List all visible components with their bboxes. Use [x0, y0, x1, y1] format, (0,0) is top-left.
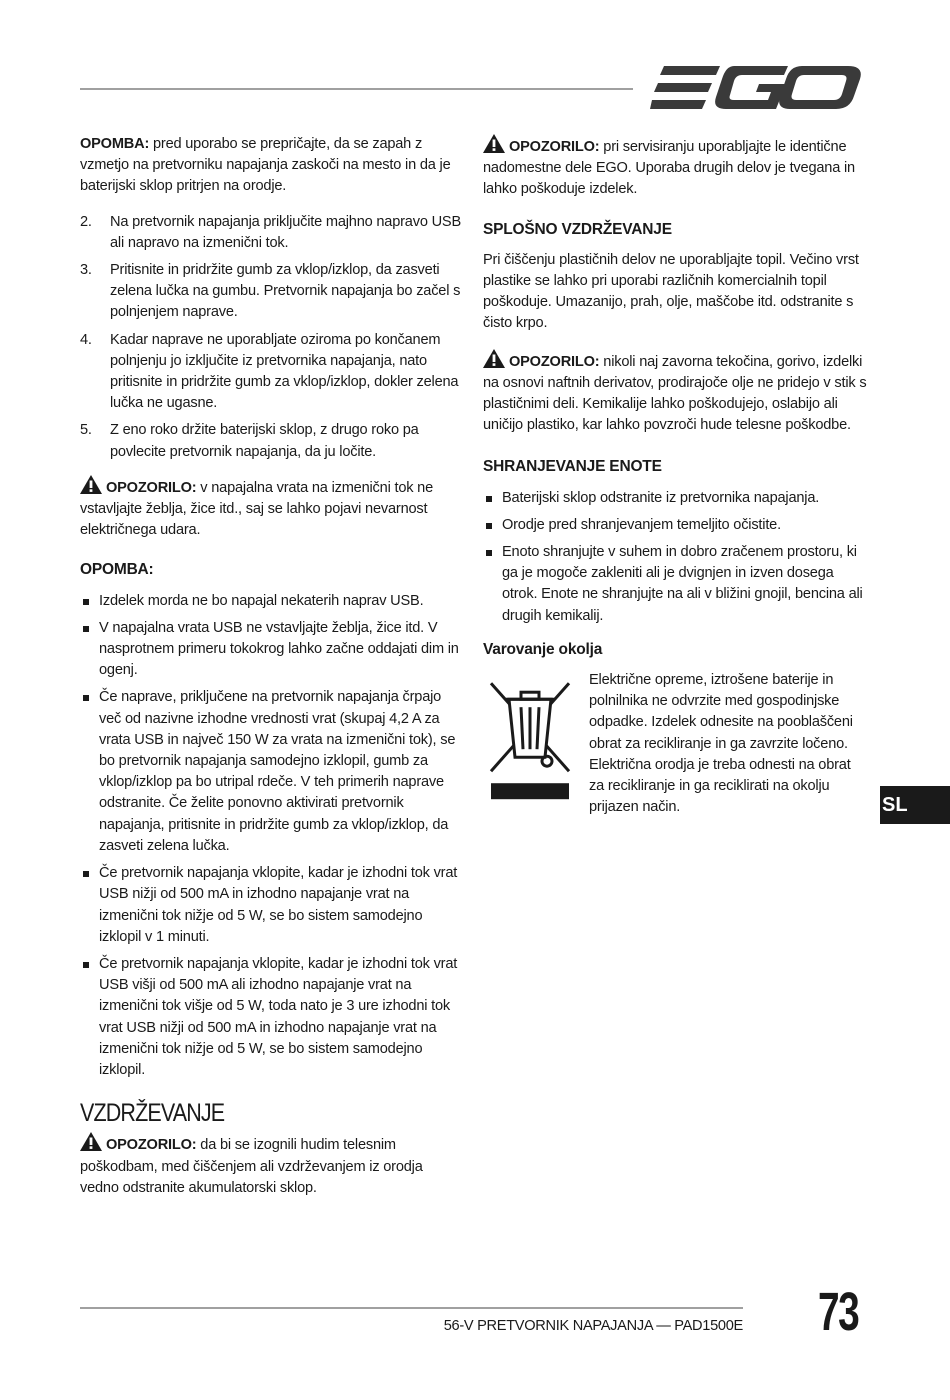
- warning-triangle-icon: [80, 475, 102, 494]
- warning-text: v napajalna vrata na izmenični tok ne vstavljajte žeblja, žice itd., saj se lahko pojavi nevarnost električnega udara.: [80, 479, 434, 539]
- step-text: Kadar naprave ne uporabljate oziroma po končanem polnjenju jo izključite iz pretvornika napajanja, nato pritisnite in pridržite gumb za vklop/izklop, dokler zelena lučka ne ugasne.: [110, 331, 459, 412]
- list-item: Če naprave, priključene na pretvornik napajanja črpajo več od nazivne izhodne vrednosti vrat (skupaj 4,2 A za vrata USB in največ 150 W za vrata na izmenični tok), se bo pretvornik napajanja samodejno izklopil, gumb za vklop/izklop pa bo utripal rdeče. V teh primerih naprave odstranite. Če želite ponovno aktivirati pretvornik napajanja, pritisnite in pridržite gumb za vklop/izklop, da zasveti zelena lučka.: [80, 687, 462, 857]
- note-heading: OPOMBA:: [80, 561, 154, 579]
- left-column: [80, 134, 462, 1213]
- list-item: [80, 260, 462, 324]
- note-label: OPOMBA:: [80, 136, 150, 152]
- warning-triangle-icon: [483, 349, 505, 368]
- list-item: [80, 212, 462, 254]
- footer-title: 56-V PRETVORNIK NAPAJANJA — PAD1500E: [443, 1318, 743, 1334]
- list-item: Če pretvornik napajanja vklopite, kadar je izhodni tok vrat USB nižji od 500 mA in izhodno napajanje vrat na izmenični tok nižje od 5 W, se bo sistem samodejno izklopil v 1 minuti.: [80, 863, 462, 948]
- language-tab: [880, 786, 950, 824]
- warning-text: nikoli naj zavorna tekočina, gorivo, izdelki na osnovi naftnih derivatov, prodirajoče olje ne pridejo v stik s plastičnimi deli. Kemikalije lahko poškodujejo, oslabijo ali uničijo plastiko, kar lahko povzroči hude telesne poškodbe.: [483, 353, 867, 434]
- warning-paragraph: [80, 1132, 462, 1199]
- warning-paragraph: [80, 475, 462, 542]
- step-text: Na pretvornik napajanja priključite majhno napravo USB ali napravo na izmenični tok.: [110, 213, 461, 251]
- language-tab-label: SL: [882, 794, 908, 816]
- crossed-bin-icon: [487, 670, 573, 818]
- step-number: 4.: [80, 331, 92, 348]
- general-maintenance-text: Pri čiščenju plastičnih delov ne uporabljajte topil. Večino vrst plastike se lahko pri uporabi različnih komercialnih topil poškoduje. Umazanijo, prah, olje, maščobe itd. odstranite s čisto krpo.: [483, 251, 859, 332]
- note-bullets: [80, 591, 462, 1081]
- maintenance-heading: VZDRŽEVANJE: [80, 1099, 225, 1128]
- step-text: Pritisnite in pridržite gumb za vklop/izklop, da zasveti zelena lučka na gumbu. Pretvornik napajanja bo začel s polnjenjem naprave.: [110, 262, 461, 321]
- warning-label: OPOZORILO:: [509, 139, 600, 155]
- list-item: Orodje pred shranjevanjem temeljito očistite.: [483, 515, 868, 536]
- list-item: Baterijski sklop odstranite iz pretvornika napajanja.: [483, 488, 868, 509]
- list-item: V napajalna vrata USB ne vstavljajte žeblja, žice itd. V nasprotnem primeru tokokrog lahko začne oddajati dim in ogenj.: [80, 618, 462, 682]
- list-item: [80, 330, 462, 415]
- step-number: 3.: [80, 262, 92, 279]
- warning-text: da bi se izognili hudim telesnim poškodbam, med čiščenjem ali vzdrževanjem iz orodja vedno odstranite akumulatorski sklop.: [80, 1137, 423, 1196]
- environment-heading: Varovanje okolja: [483, 640, 603, 658]
- environment-text: Električne opreme, iztrošene baterije in polnilnika ne odvrzite med gospodinjske odpadke. Izdelek odnesite na pooblaščeni obrat za recikliranje in ga zavrzite ločeno. Električna orodja je treba odnesti na obrat za recikliranje in ga reciklirati na okolju prijazen način.: [589, 672, 853, 816]
- note-text: pred uporabo se prepričajte, da se zapah z vzmetjo na pretvorniku napajanja zaskoči na mesto in da je baterijski sklop pritrjen na orodje.: [80, 136, 451, 195]
- note-paragraph: [80, 134, 462, 198]
- page-number: 73: [818, 1282, 859, 1342]
- list-item: [80, 420, 462, 462]
- general-maintenance-heading: SPLOŠNO VZDRŽEVANJE: [483, 220, 672, 238]
- list-item: Če pretvornik napajanja vklopite, kadar je izhodni tok vrat USB višji od 500 mA ali izhodno napajanje vrat na izmenični tok višje od 5 W, toda nato je 3 ure izhodni tok vrat USB nižji od 500 mA in izhodno napajanje vrat na izmenični tok nižje od 5 W, se bo sistem samodejno izklopil.: [80, 954, 462, 1081]
- list-item: Enoto shranjujte v suhem in dobro zračenem prostoru, ki ga je mogoče zakleniti ali je dvignjen in izven dosega otrok. Enote ne shranjujte na ali v bližini gnojil, bencina ali drugih kemikalij.: [483, 542, 868, 627]
- step-number: 5.: [80, 422, 92, 439]
- storage-heading: SHRANJEVANJE ENOTE: [483, 458, 662, 476]
- warning-paragraph: [483, 134, 868, 201]
- warning-label: OPOZORILO:: [106, 479, 197, 496]
- warning-label: OPOZORILO:: [106, 1137, 197, 1154]
- warning-label: OPOZORILO:: [509, 353, 600, 370]
- list-item: Izdelek morda ne bo napajal nekaterih naprav USB.: [80, 591, 462, 612]
- warning-triangle-icon: [483, 134, 505, 153]
- footer-rule: [80, 1307, 743, 1309]
- right-column: [483, 134, 868, 818]
- ego-logo: [650, 62, 862, 114]
- environment-section: [483, 670, 868, 818]
- warning-triangle-icon: [80, 1132, 102, 1151]
- warning-paragraph: [483, 349, 868, 437]
- header-rule: [80, 88, 633, 90]
- step-number: 2.: [80, 213, 92, 230]
- steps-list: [80, 212, 462, 463]
- warning-text: pri servisiranju uporabljajte le identične nadomestne dele EGO. Uporaba drugih delov je tvegana in lahko poškoduje izdelek.: [483, 139, 855, 198]
- step-text: Z eno roko držite baterijski sklop, z drugo roko pa povlecite pretvornik napajanja, da ju ločite.: [110, 422, 419, 460]
- storage-bullets: [483, 488, 868, 627]
